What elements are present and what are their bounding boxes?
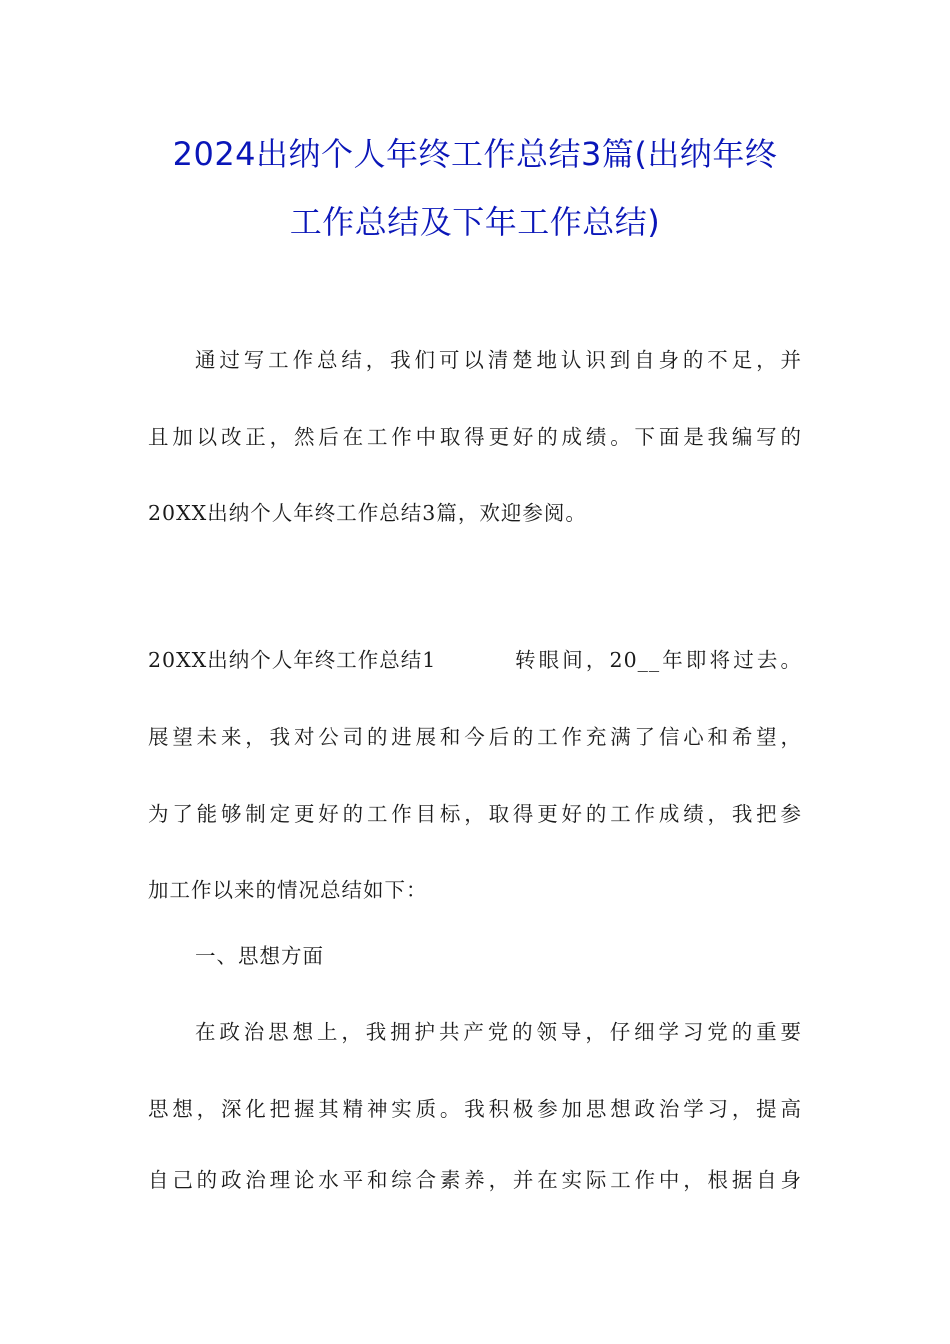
- document-title-line-2: 工作总结及下年工作总结): [289, 203, 661, 241]
- section-1-subheading: 一、思想方面: [195, 944, 324, 968]
- section-1-line-2: 展望未来，我对公司的进展和今后的工作充满了信心和希望，: [148, 725, 802, 749]
- section-1-para-line-1: 在政治思想上，我拥护共产党的领导，仔细学习党的重要: [195, 1020, 802, 1044]
- intro-line-1: 通过写工作总结，我们可以清楚地认识到自身的不足，并: [195, 348, 802, 372]
- intro-line-3: 20XX出纳个人年终工作总结3篇，欢迎参阅。: [148, 501, 587, 525]
- intro-line-2: 且加以改正，然后在工作中取得更好的成绩。下面是我编写的: [148, 425, 802, 449]
- section-1-para-line-3: 自己的政治理论水平和综合素养，并在实际工作中，根据自身: [148, 1168, 802, 1192]
- section-1-first-line-rest: 转眼间，20__年即将过去。: [515, 648, 802, 672]
- section-1-line-3: 为了能够制定更好的工作目标，取得更好的工作成绩，我把参: [148, 802, 802, 826]
- section-1-para-line-2: 思想，深化把握其精神实质。我积极参加思想政治学习，提高: [148, 1097, 802, 1121]
- section-1-first-line: [148, 650, 802, 671]
- document-title-line-1: 2024出纳个人年终工作总结3篇(出纳年终: [172, 135, 778, 173]
- section-1-heading: 20XX出纳个人年终工作总结1: [148, 648, 437, 672]
- section-1-line-4: 加工作以来的情况总结如下：: [148, 878, 428, 902]
